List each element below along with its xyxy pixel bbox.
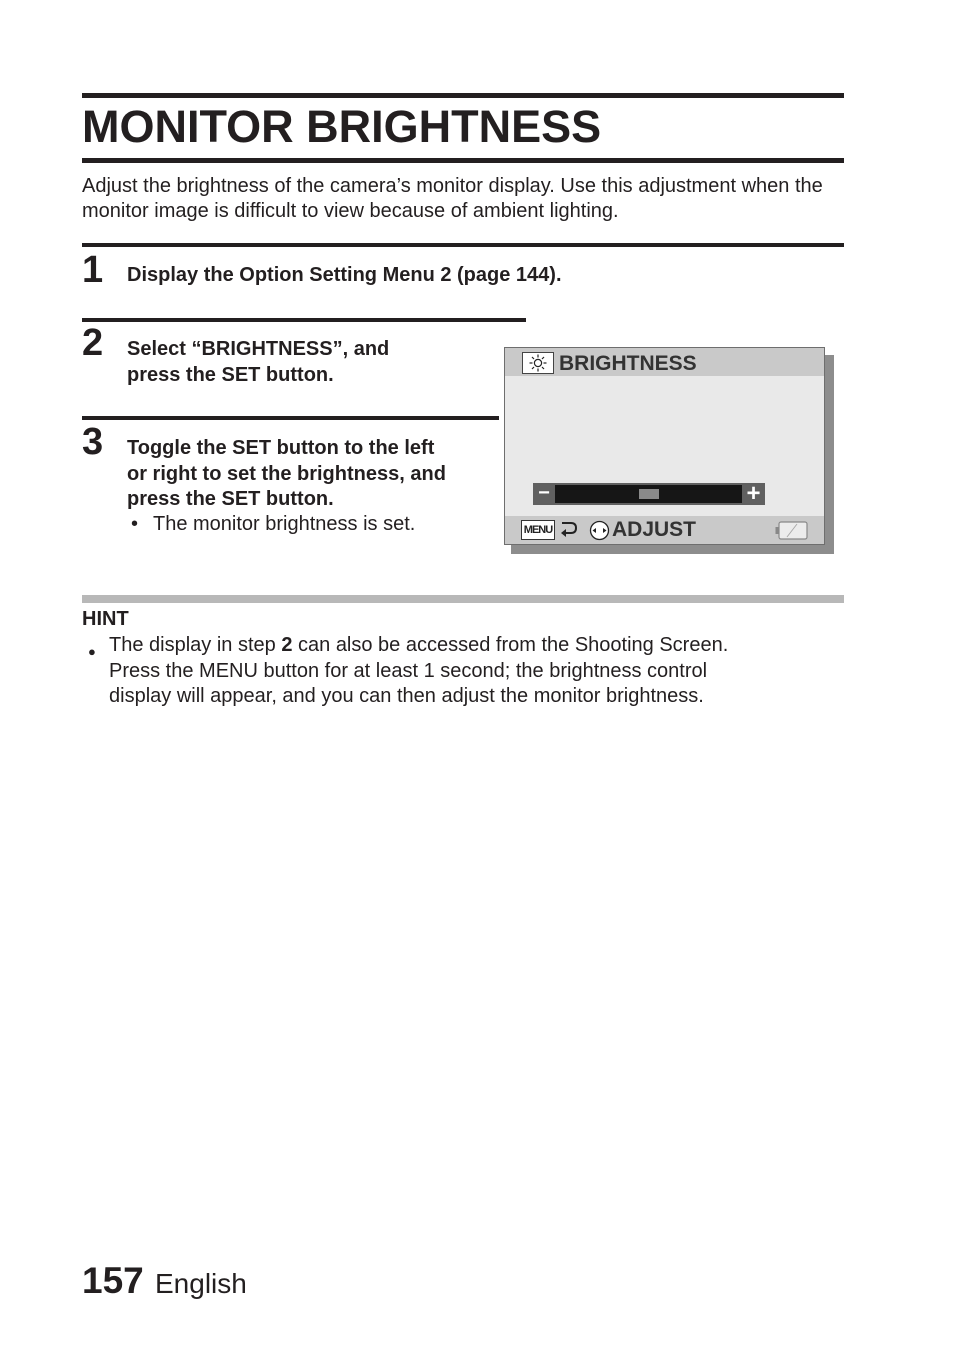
page-number: 157 [82,1260,144,1301]
step-1-text [127,263,562,289]
title-bottom-rule [82,158,844,163]
hint-line: display will appear, and you can then adjust the monitor brightness. [109,685,704,707]
minus-icon[interactable]: − [538,482,550,504]
adjust-label: ADJUST [612,518,697,541]
step-2-line: press the SET button. [127,363,334,386]
hint-line [109,633,844,659]
page-language: English [155,1268,247,1299]
step-3-text [127,436,446,513]
hint-text [109,633,844,710]
screen-footer [505,516,824,544]
hint-text-part: The display in step [109,634,282,656]
step-3-bullet-text: The monitor brightness is set. [153,513,416,535]
step-3-bullet [131,512,415,537]
dial-icon [589,520,610,541]
slider-thumb[interactable] [639,489,659,499]
hint-line: Press the MENU button for at least 1 second; the brightness control [109,659,708,682]
hint-title: HINT [82,608,129,630]
step-2-rule [82,318,526,322]
step-1-rule [82,243,844,247]
slider-track[interactable] [555,485,742,503]
intro-paragraph: Adjust the brightness of the camera’s monitor display. Use this adjustment when the monitor image is difficult to view because of ambient lighting. [82,175,823,222]
camera-screen [504,347,825,545]
step-2-text [127,337,389,388]
step-3-number: 3 [82,421,104,463]
hint-bullet-marker: ● [88,644,96,659]
step-1-number: 1 [82,249,104,291]
battery-icon [775,520,809,541]
plus-icon[interactable]: + [746,480,761,507]
step-2-line: Select “BRIGHTNESS”, and [127,338,390,360]
screen-title: BRIGHTNESS [559,352,697,375]
step-1-line: Display the Option Setting Menu 2 (page 144). [127,264,562,286]
page-title: MONITOR BRIGHTNESS [82,101,602,152]
brightness-slider[interactable] [533,480,765,507]
hint-divider [82,595,844,603]
step-3-line: press the SET button. [127,488,334,510]
sun-icon [522,352,554,374]
step-3-line: or right to set the brightness, and [127,462,446,485]
menu-icon: MENU [521,520,555,540]
step-3-line: Toggle the SET button to the left [127,437,435,459]
hint-text-part: can also be accessed from the Shooting Screen. [292,634,729,656]
step-3-rule [82,416,499,420]
step-2-number: 2 [82,322,104,364]
hint-step-ref: 2 [281,634,293,656]
bullet-marker: • [131,513,139,535]
return-icon [559,518,579,540]
screen-header [505,348,824,376]
